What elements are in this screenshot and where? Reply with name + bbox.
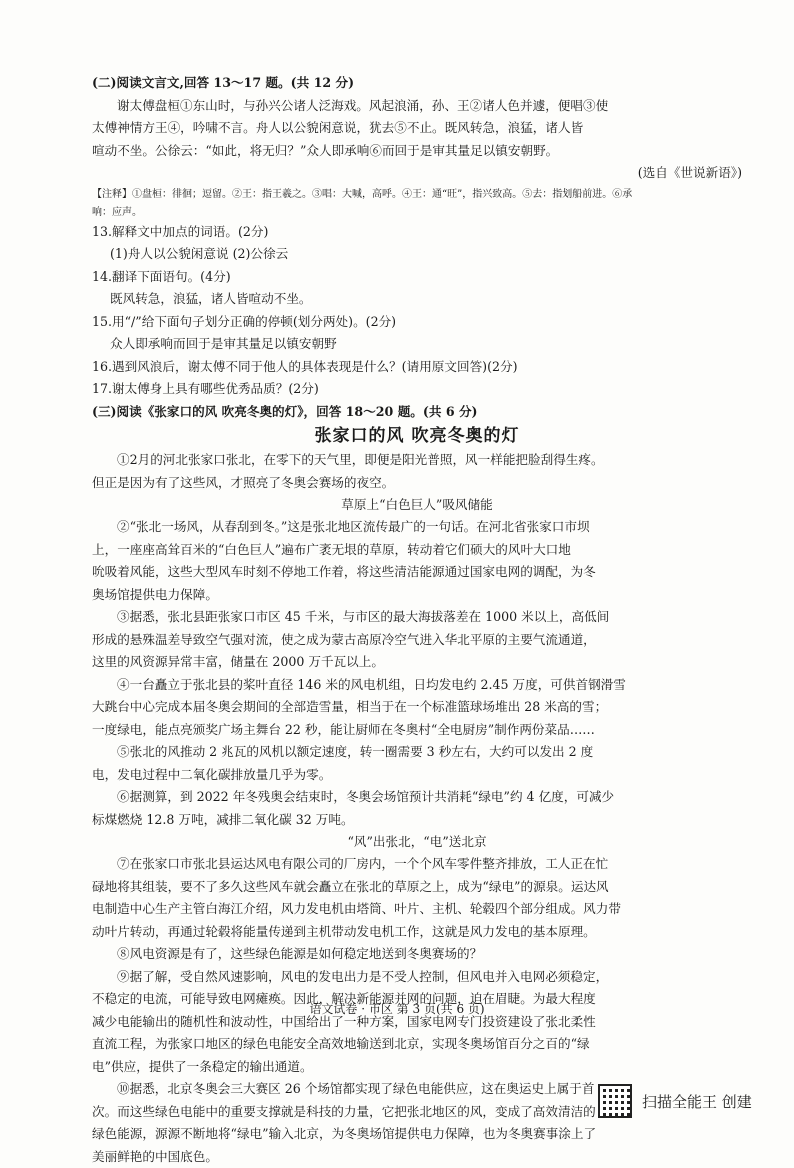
question-16: 16.遇到风浪后，谢太傅不同于他人的具体表现是什么？(请用原文回答)(2分)	[92, 356, 742, 379]
article-subheading: “风”出张北，“电”送北京	[92, 831, 742, 853]
article-paragraph: ③据悉，张北县距张家口市区 45 千米，与市区的最大海拔落差在 1000 米以上，高低间	[92, 606, 742, 629]
article-paragraph: 不稳定的电流，可能导致电网瘫痪。因此，解决新能源并网的问题，迫在眉睫。为最大程度	[92, 988, 742, 1011]
article-paragraph: 碌地将其组装，要不了多久这些风车就会矗立在张北的草原之上，成为“绿电”的源泉。运达风	[92, 876, 742, 899]
article-paragraph: ⑤张北的风推动 2 兆瓦的风机以额定速度，转一圈需要 3 秒左右，大约可以发出 2 度	[92, 741, 742, 764]
article-paragraph: ⑦在张家口市张北县运达风电有限公司的厂房内，一个个风车零件整齐排放，工人正在忙	[92, 853, 742, 876]
question-14-sentence: 既风转急，浪猛，诸人皆喧动不坐。	[92, 288, 742, 311]
article-paragraph: ①2月的河北张家口张北，在零下的天气里，即便是阳光普照，风一样能把脸刮得生疼。	[92, 449, 742, 472]
article-subheading: 草原上“白色巨人”吸风储能	[92, 494, 742, 516]
article-paragraph: 吮吸着风能，这些大型风车时刻不停地工作着，将这些清洁能源通过国家电网的调配，为冬	[92, 561, 742, 584]
classical-text-line: 太傅神情方王④，吟啸不言。舟人以公貌闲意说，犹去⑤不止。既风转急，浪猛，诸人皆	[92, 117, 742, 140]
article-paragraph: 这里的风资源异常丰富，储量在 2000 万千瓦以上。	[92, 651, 742, 674]
question-17: 17.谢太傅身上具有哪些优秀品质？(2分)	[92, 378, 742, 401]
annotation-line: 【注释】①盘桓：徘徊；逗留。②王：指王羲之。③唱：大喊，高呼。④王：通“旺”，指兴致高。⑤去：指划船前进。⑥承	[92, 187, 742, 203]
classical-text-line: 喧动不坐。公徐云：“如此，将无归？”众人即承响⑥而回于是审其量足以镇安朝野。	[92, 140, 742, 163]
page-footer: 语文试卷 · 市区 第 3 页(共 6 页)	[0, 1000, 794, 1017]
article-paragraph: 直流工程，为张家口地区的绿色电能安全高效地输送到北京，实现冬奥场馆百分之百的“绿	[92, 1033, 742, 1056]
article-paragraph: ⑨据了解，受自然风速影响，风电的发电出力是不受人控制，但风电并入电网必须稳定，	[92, 966, 742, 989]
qr-code-icon	[598, 1084, 632, 1118]
article-paragraph: ④一台矗立于张北县的桨叶直径 146 米的风电机组，日均发电约 2.45 万度，可供首钢滑雪	[92, 674, 742, 697]
article-paragraph: 奥场馆提供电力保障。	[92, 584, 742, 607]
article-paragraph: 一度绿电，能点亮颁奖广场主舞台 22 秒，能让厨师在冬奥村“全电厨房”制作两份菜品……	[92, 719, 742, 742]
article-paragraph: 次。而这些绿色电能中的重要支撑就是科技的力量，它把张北地区的风，变成了高效清洁的	[92, 1101, 742, 1124]
article-paragraph: 但正是因为有了这些风，才照亮了冬奥会赛场的夜空。	[92, 472, 742, 495]
question-15-sentence: 众人即承响而回于是审其量足以镇安朝野	[92, 333, 742, 356]
article-paragraph: 上，一座座高耸百米的“白色巨人”遍布广袤无垠的草原，转动着它们硕大的风叶大口地	[92, 539, 742, 562]
article-paragraph: 减少电能输出的随机性和波动性，中国给出了一种方案，国家电网专门投资建设了张北柔性	[92, 1011, 742, 1034]
article-paragraph: ⑧风电资源是有了，这些绿色能源是如何稳定地送到冬奥赛场的？	[92, 943, 742, 966]
article-paragraph: ⑩据悉，北京冬奥会三大赛区 26 个场馆都实现了绿色电能供应，这在奥运史上属于首	[92, 1078, 742, 1101]
question-13-items: (1)舟人以公貌闲意说 (2)公徐云	[92, 243, 742, 266]
section3-heading: (三)阅读《张家口的风 吹亮冬奥的灯》，回答 18～20 题。(共 6 分)	[92, 401, 742, 424]
article-paragraph: 大跳台中心完成本届冬奥会期间的全部造雪量，相当于在一个标准篮球场堆出 28 米高的雪；	[92, 696, 742, 719]
scanner-watermark-text: 扫描全能王 创建	[642, 1091, 752, 1112]
section2-heading: (二)阅读文言文,回答 13～17 题。(共 12 分)	[92, 72, 742, 95]
article-paragraph: ⑥据测算，到 2022 年冬残奥会结束时，冬奥会场馆预计共消耗“绿电”约 4 亿度，可减少	[92, 786, 742, 809]
article-paragraph: 电，发电过程中二氧化碳排放量几乎为零。	[92, 764, 742, 787]
classical-text-line: 谢太傅盘桓①东山时，与孙兴公诸人泛海戏。风起浪涌，孙、王②诸人色并遽，便唱③使	[92, 95, 742, 118]
article-paragraph: 美丽鲜艳的中国底色。	[92, 1146, 742, 1168]
annotation-line: 响：应声。	[92, 205, 742, 221]
article-paragraph: 动叶片转动，再通过轮毂将能量传递到主机带动发电机工作，这就是风力发电的基本原理。	[92, 921, 742, 944]
article-title: 张家口的风 吹亮冬奥的灯	[92, 423, 742, 449]
article-paragraph: 绿色能源，源源不断地将“绿电”输入北京，为冬奥场馆提供电力保障，也为冬奥赛事涂上了	[92, 1123, 742, 1146]
article-paragraph: 形成的悬殊温差导致空气强对流，使之成为蒙古高原冷空气进入华北平原的主要气流通道，	[92, 629, 742, 652]
article-paragraph: 电”供应，提供了一条稳定的输出通道。	[92, 1056, 742, 1079]
question-14: 14.翻译下面语句。(4分)	[92, 266, 742, 289]
scanner-watermark	[598, 1084, 752, 1118]
question-13: 13.解释文中加点的词语。(2分)	[92, 221, 742, 244]
source-citation: (选自《世说新语》)	[92, 162, 742, 185]
question-15: 15.用“/”给下面句子划分正确的停顿(划分两处)。(2分)	[92, 311, 742, 334]
article-paragraph: 电制造中心生产主管白海江介绍，风力发电机由塔筒、叶片、主机、轮毂四个部分组成。风力带	[92, 898, 742, 921]
article-paragraph: 标煤燃烧 12.8 万吨，减排二氧化碳 32 万吨。	[92, 809, 742, 832]
article-paragraph: ②“张北一场风，从春刮到冬。”这是张北地区流传最广的一句话。在河北省张家口市坝	[92, 516, 742, 539]
